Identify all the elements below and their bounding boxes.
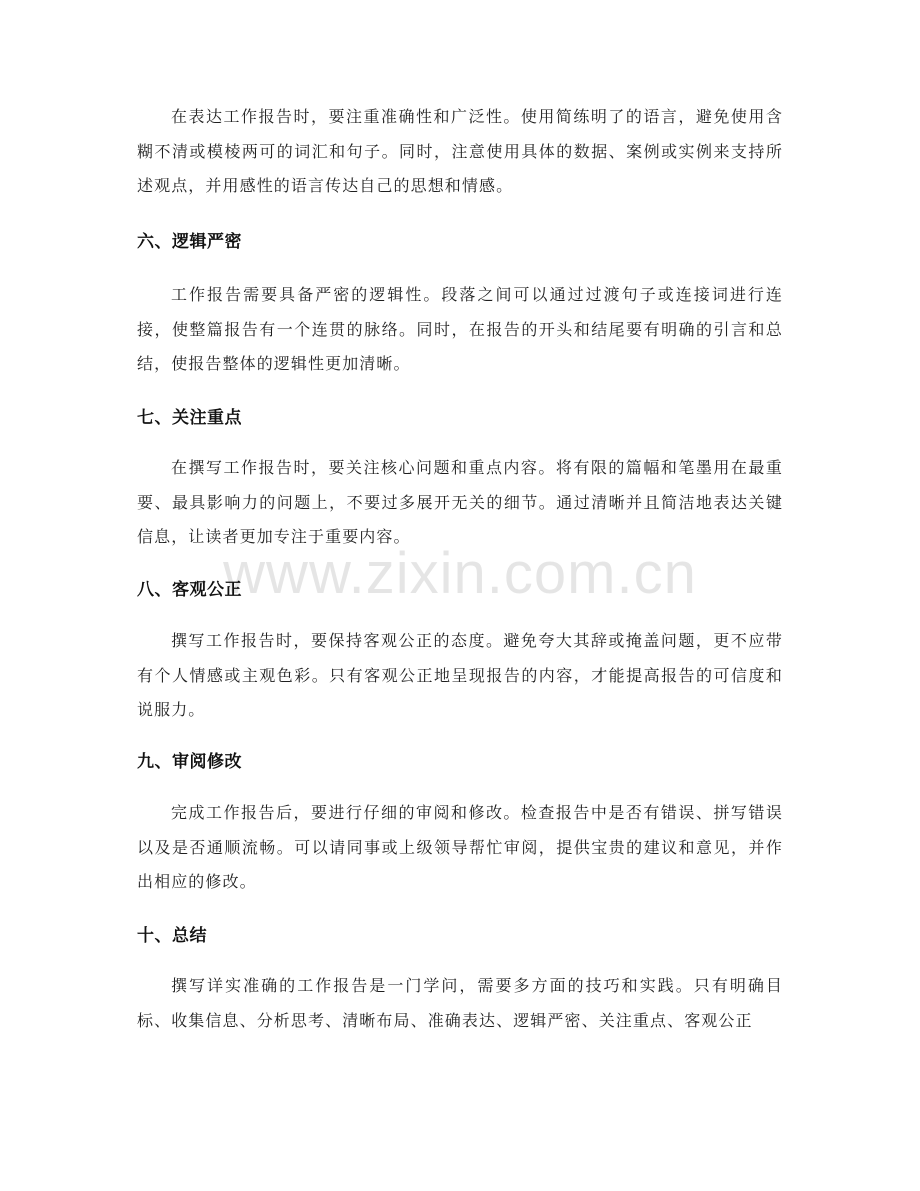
section-body-review: 完成工作报告后，要进行仔细的审阅和修改。检查报告中是否有错误、拼写错误以及是否通顺流畅。可以请同事或上级领导帮忙审阅，提供宝贵的建议和意见，并作出相应的修改。 xyxy=(137,803,783,891)
intro-paragraph: 在表达工作报告时，要注重准确性和广泛性。使用简练明了的语言，避免使用含糊不清或模棱两可的词汇和句子。同时，注意使用具体的数据、案例或实例来支持所述观点，并用感性的语言传达自己的思想和情感。 xyxy=(137,107,783,195)
section-heading-objective: 八、客观公正 xyxy=(137,580,242,600)
section-body-objective: 撰写工作报告时，要保持客观公正的态度。避免夸大其辞或掩盖问题，更不应带有个人情感或主观色彩。只有客观公正地呈现报告的内容，才能提高报告的可信度和说服力。 xyxy=(137,631,783,719)
section-heading-focus: 七、关注重点 xyxy=(137,408,242,428)
watermark-text: www.zixin.com.cn xyxy=(223,541,697,606)
section-heading-review: 九、审阅修改 xyxy=(137,752,242,772)
section-body-summary: 撰写详实准确的工作报告是一门学问，需要多方面的技巧和实践。只有明确目标、收集信息、分析思考、清晰布局、准确表达、逻辑严密、关注重点、客观公正 xyxy=(137,976,783,1030)
section-body-logic: 工作报告需要具备严密的逻辑性。段落之间可以通过过渡句子或连接词进行连接，使整篇报告有一个连贯的脉络。同时，在报告的开头和结尾要有明确的引言和总结，使报告整体的逻辑性更加清晰。 xyxy=(137,285,783,373)
section-heading-logic: 六、逻辑严密 xyxy=(137,232,242,252)
section-heading-summary: 十、总结 xyxy=(137,926,207,946)
section-body-focus: 在撰写工作报告时，要关注核心问题和重点内容。将有限的篇幅和笔墨用在最重要、最具影响力的问题上，不要过多展开无关的细节。通过清晰并且简洁地表达关键信息，让读者更加专注于重要内容。 xyxy=(137,458,783,546)
